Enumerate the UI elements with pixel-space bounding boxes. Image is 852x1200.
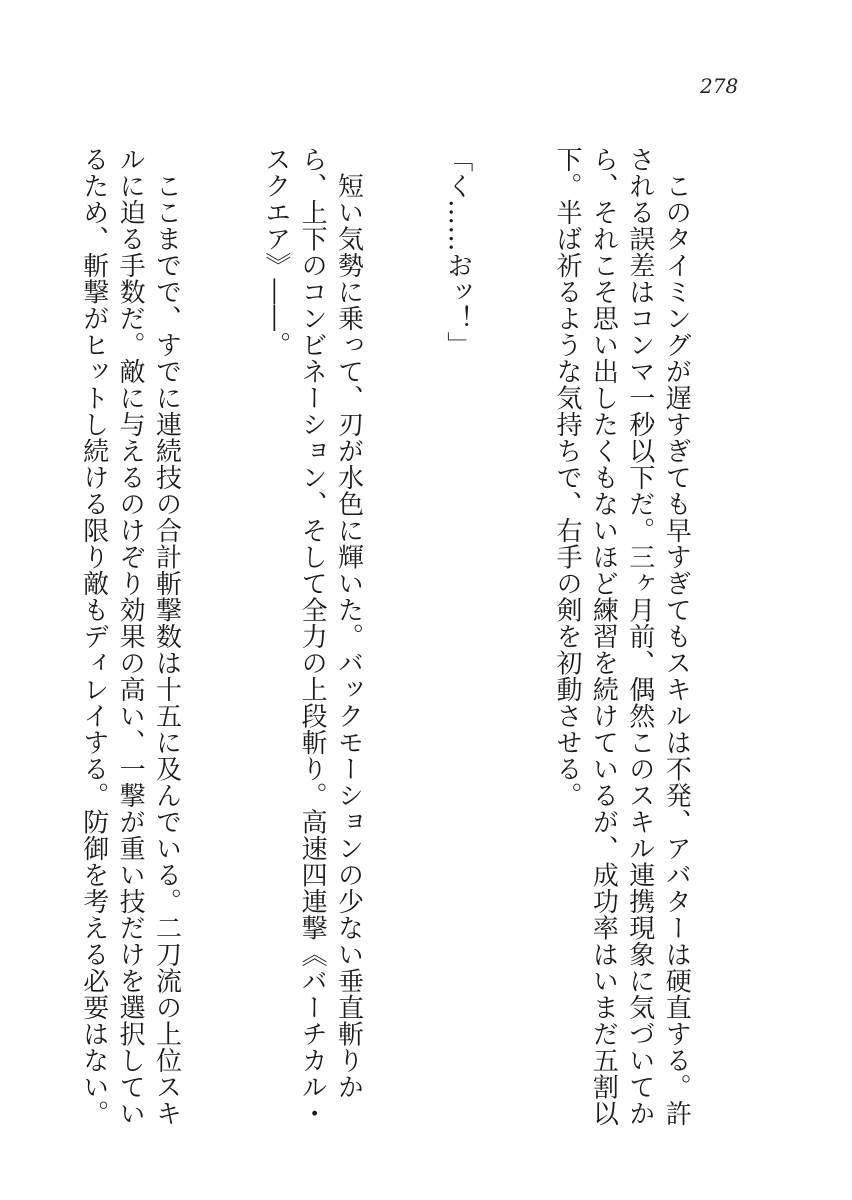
paragraph-3: 短い気勢に乗って、刃が水色に輝いた。バックモーションの少ない垂直斬りから、上下のコンビネーション、そして全力の上段斬り。高速四連撃《バーチカル・スクエア》――。: [260, 146, 364, 1127]
paragraph-4: ここまでで、すでに連続技の合計斬撃数は十五に及んでいる。二刀流の上位スキルに迫る手数だ。敵に与えるのけぞり効果の高い、一撃が重い技だけを選択しているため、斬撃がヒットし続ける限り敵もディレイする。防御を考える必要はない。: [78, 146, 182, 1127]
vertical-text-body: [67, 146, 767, 1146]
paragraph-2: 「く……おッ！」: [442, 146, 473, 358]
page-number: 278: [700, 74, 739, 98]
paragraph-1: このタイミングが遅すぎても早すぎてもスキルは不発、アバターは硬直する。許される誤差はコンマ一秒以下だ。三ヶ月前、偶然このスキル連携現象に気づいてから、それこそ思い出したくもないほど練習を続けているが、成功率はいまだ五割以下。半ば祈るような気持ちで、右手の剣を初動させる。: [551, 146, 692, 1127]
